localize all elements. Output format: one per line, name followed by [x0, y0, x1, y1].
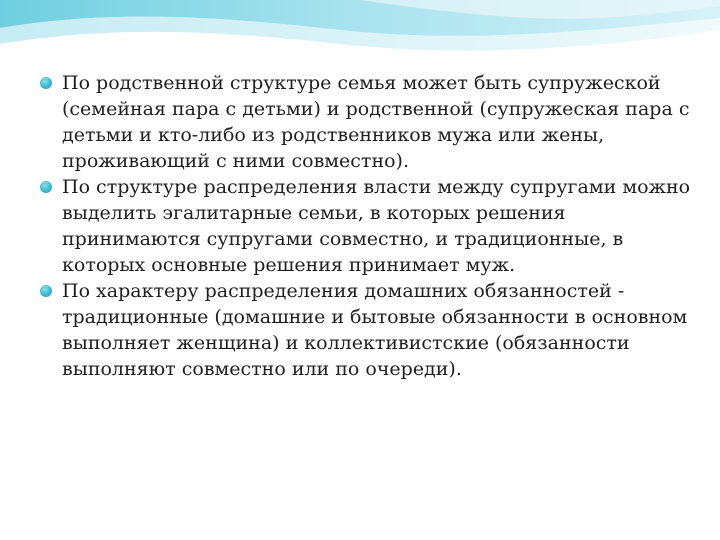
bullet-dot-icon [40, 181, 52, 193]
bullet-dot-icon [40, 77, 52, 89]
bullet-text: По родственной структуре семья может быть супружеской (семейная пара с детьми) и родственной (супружеская пара с детьми и кто-либо из родственников мужа или жены, проживающий с ними совместно). [62, 72, 690, 172]
bullet-item [40, 278, 700, 382]
bullet-dot-icon [40, 285, 52, 297]
bullet-item [40, 70, 700, 174]
wave-header-decoration [0, 0, 720, 80]
bullet-text: По характеру распределения домашних обязанностей - традиционные (домашние и бытовые обязанности в основном выполняет женщина) и коллективистские (обязанности выполняют совместно или по очереди). [62, 280, 688, 380]
bullet-text: По структуре распределения власти между супругами можно выделить эгалитарные семьи, в которых решения принимаются супругами совместно, и традиционные, в которых основные решения принимает муж. [62, 176, 691, 276]
bullet-item [40, 174, 700, 278]
bullet-list [40, 70, 700, 382]
